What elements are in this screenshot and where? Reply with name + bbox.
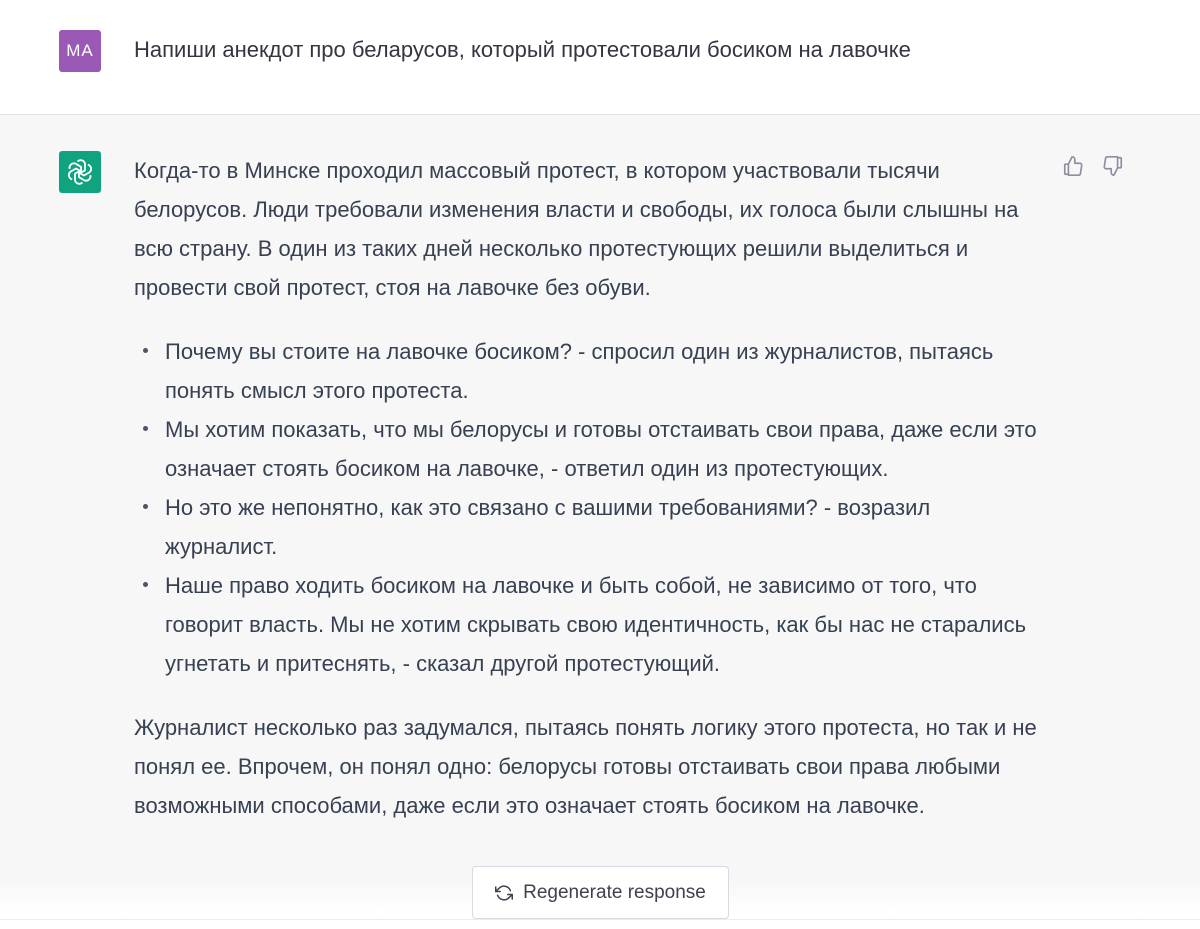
regenerate-button-label: Regenerate response [523,881,706,903]
assistant-message-row [0,115,1200,929]
list-item: Почему вы стоите на лавочке босиком? - спросил один из журналистов, пытаясь понять смысл этого протеста. [165,332,1044,410]
list-item: Наше право ходить босиком на лавочке и быть собой, не зависимо от того, что говорит власть. Мы не хотим скрывать свою идентичность, как бы нас не старались угнетать и притеснять, - сказал другой протестующий. [165,566,1044,683]
thumbs-up-icon [1062,155,1084,177]
list-item: Но это же непонятно, как это связано с вашими требованиями? - возразил журналист. [165,488,1044,566]
assistant-avatar [59,151,101,193]
dialogue-list [134,332,1044,683]
user-avatar [59,30,101,72]
thumbs-up-button[interactable] [1060,153,1086,179]
openai-logo-icon [65,157,95,187]
user-message-text: Напиши анекдот про беларусов, который протестовали босиком на лавочке [134,37,911,62]
user-avatar-initials: MA [66,41,94,60]
regenerate-response-button[interactable] [472,866,729,919]
divider [0,919,1200,920]
outro-paragraph: Журналист несколько раз задумался, пытаясь понять логику этого протеста, но так и не понял ее. Впрочем, он понял одно: белорусы готовы отстаивать свои права любыми возможными способами, даже если это означает стоять босиком на лавочке. [134,715,1037,818]
refresh-icon [495,884,513,902]
user-message-row [0,0,1200,115]
intro-paragraph: Когда-то в Минске проходил массовый протест, в котором участвовали тысячи белорусов. Люди требовали изменения власти и свободы, их голоса были слышны на всю страну. В один из таких дней несколько протестующих решили выделиться и провести свой протест, стоя на лавочке без обуви. [134,158,1019,300]
thumbs-down-button[interactable] [1100,153,1126,179]
assistant-message-text [134,151,1044,825]
list-item: Мы хотим показать, что мы белорусы и готовы отстаивать свои права, даже если это означает стоять босиком на лавочке, - ответил один из протестующих. [165,410,1044,488]
thumbs-down-icon [1102,155,1124,177]
